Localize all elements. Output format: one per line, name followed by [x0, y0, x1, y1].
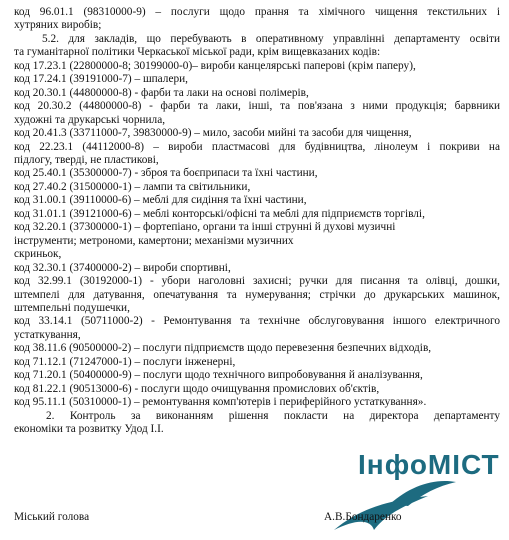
section-5-2-heading: 5.2. для закладів, що перебувають в оперативному управлінні департаменту освіти: [42, 32, 500, 45]
code-line: код 25.40.1 (35300000-7) - зброя та боєприпаси та їхні частини,: [14, 167, 318, 180]
code-line: код 32.30.1 (37400000-2) – вироби спортивні,: [14, 261, 231, 274]
code-line: код 71.12.1 (71247000-1) – послуги інженерні,: [14, 355, 236, 368]
code-line: код 32.99.1 (30192000-1) - убори наголовні захисні; ручки для писання та олівці, дошки,: [14, 275, 500, 288]
mayor-title: Міський голова: [14, 511, 90, 523]
section-2-control: 2. Контроль за виконанням рішення покласти на директора департаменту: [46, 409, 500, 422]
mayor-name: А.В.Бондаренко: [324, 511, 402, 523]
code-line: код 20.41.3 (33711000-7, 39830000-9) – мило, засоби мийні та засоби для чищення,: [14, 127, 412, 140]
code-line: код 31.00.1 (39110000-6) – меблі для сидіння та їхні частини,: [14, 194, 307, 207]
code-line: код 27.40.2 (31500000-1) – лампи та світильники,: [14, 180, 251, 193]
document-body: [14, 6, 500, 437]
code-line: код 17.23.1 (22800000-8; 30199000-0)– вироби канцелярські паперові (крім паперу),: [14, 59, 416, 72]
text-line: хутряних виробів;: [14, 19, 102, 32]
code-line-continued: скриньок,: [14, 248, 62, 261]
logo-text: ІнфоМІСТ: [358, 449, 500, 480]
code-line: код 20.30.1 (44800000-8) - фарби та лаки на основі полімерів,: [14, 86, 309, 99]
code-line-continued: інструменти; метрономи, камертони; механізми музичних: [14, 234, 294, 247]
code-line: код 71.20.1 (50400000-9) – послуги щодо технічного випробовування й аналізування,: [14, 369, 423, 382]
code-line: код 32.20.1 (37300000-1) – фортепіано, органи та інші струнні й духові музичні: [14, 221, 396, 234]
code-line-continued: штемпелі для датування, опечатування та нумерування; стрічки до друкарських машинок,: [14, 288, 500, 301]
code-line: код 20.30.2 (44800000-8) - фарби та лаки, інші, та пов'язана з ними продукція; барвники: [14, 100, 500, 113]
signature-block: [14, 511, 500, 527]
code-line: код 22.23.1 (44112000-8) – вироби пластмасові для будівництва, лінолеум і покриви на: [14, 140, 500, 153]
code-line: код 31.01.1 (39121000-6) – меблі конторські/офісні та меблі для підприємств торгівлі,: [14, 207, 425, 220]
code-line-continued: художні та друкарські чорнила,: [14, 113, 166, 126]
text-line: код 96.01.1 (98310000-9) – послуги щодо прання та хімічного чищення текстильних і: [14, 6, 500, 18]
code-line-continued: підлогу, тверді, не пластикові,: [14, 153, 159, 166]
code-line: код 17.24.1 (39191000-7) – шпалери,: [14, 73, 188, 86]
code-line: код 33.14.1 (50711000-2) - Ремонтування та технічне обслуговування іншого електричного: [14, 315, 500, 328]
code-line-continued: штемпельні подушечки,: [14, 301, 130, 314]
code-line: код 38.11.6 (90500000-2) – послуги підприємств щодо перевезення безпечних відходів,: [14, 342, 432, 355]
code-line-continued: устаткування,: [14, 328, 81, 341]
code-line: код 95.11.1 (50310000-1) – ремонтування комп'ютерів і периферійного устаткування».: [14, 396, 427, 409]
text-line: та гуманітарної політики Черкаської міської ради, крім вищевказаних кодів:: [14, 46, 381, 59]
code-line: код 81.22.1 (90513000-6) - послуги щодо очищування промислових об'єктів,: [14, 382, 380, 395]
text-line: економіки та розвитку Удод І.І.: [14, 423, 164, 436]
